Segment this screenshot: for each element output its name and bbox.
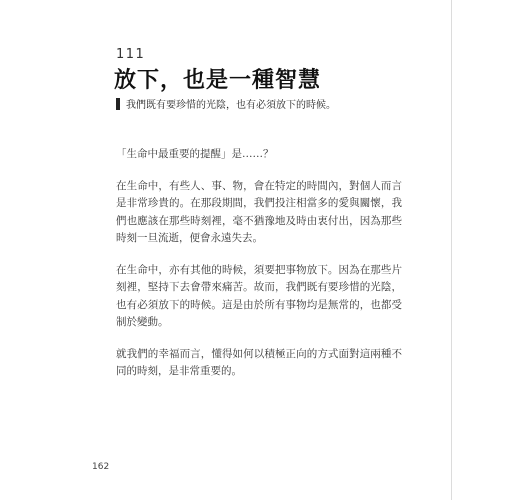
subtitle-row: [116, 96, 336, 111]
chapter-subtitle: 我們既有要珍惜的光陰，也有必須放下的時候。: [126, 100, 336, 111]
body-text: [116, 146, 402, 395]
paragraph-1: 「生命中最重要的提醒」是……？: [116, 148, 274, 160]
paragraph-4: 就我們的幸福而言，懂得如何以積極正向的方式面對這兩種不同的時刻，是非常重要的。: [116, 347, 402, 377]
paragraph-2: 在生命中，有些人、事、物，會在特定的時間內，對個人而言是非常珍貴的。在那段期間，我們投注相當多的愛與關懷，我們也應該在那些時刻裡，毫不猶豫地及時由衷付出，因為那些時刻一旦流逝，便會永遠失去。: [116, 179, 402, 244]
page-number: 162: [92, 462, 110, 472]
chapter-title: 放下，也是一種智慧: [114, 68, 322, 93]
chapter-number: 111: [116, 47, 146, 62]
paragraph-3: 在生命中，亦有其他的時候，須要把事物放下。因為在那些片刻裡，堅持下去會帶來痛苦。故而，我們既有要珍惜的光陰，也有必須放下的時候。這是由於所有事物均是無常的，也都受制於變動。: [116, 263, 402, 328]
subtitle-marker-bar: [116, 98, 120, 110]
